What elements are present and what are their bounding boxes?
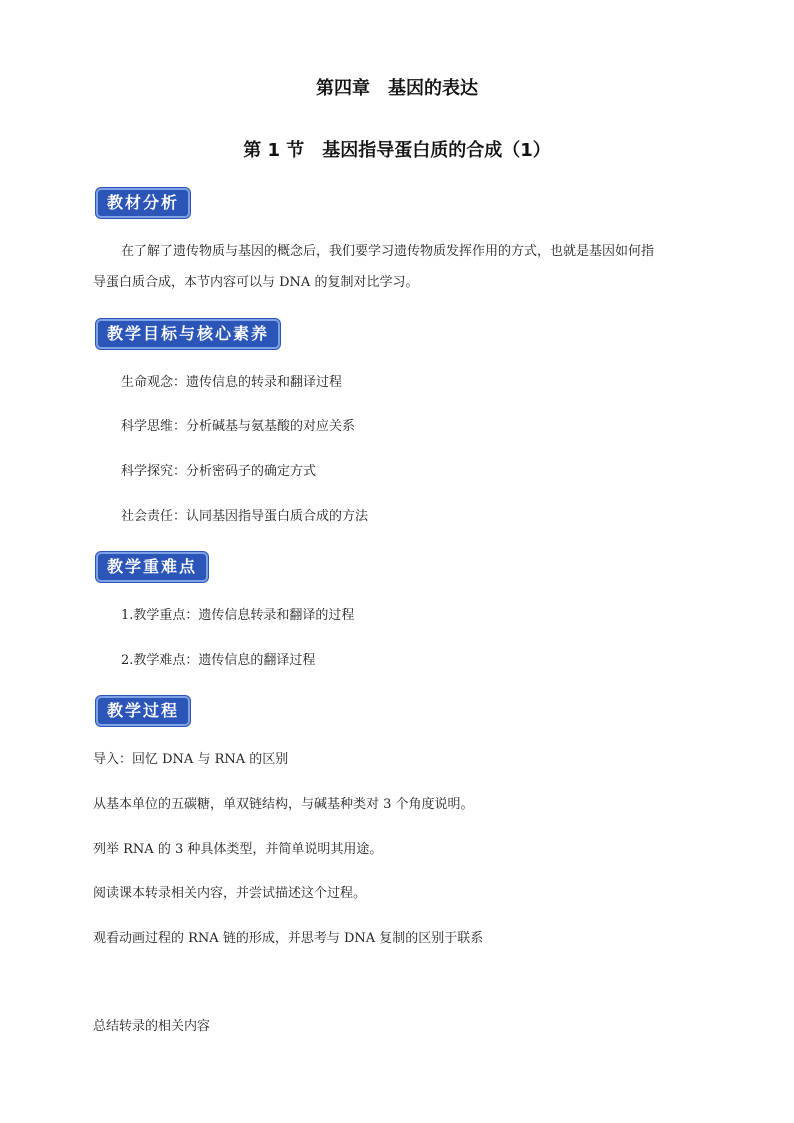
- process-item: 导入：回忆 DNA 与 RNA 的区别: [93, 752, 289, 767]
- section-name: 基因指导蛋白质的合成（1）: [322, 140, 551, 161]
- key-point-item: 1.教学重点：遗传信息转录和翻译的过程: [121, 608, 355, 623]
- objective-item: 社会责任：认同基因指导蛋白质合成的方法: [121, 509, 369, 524]
- analysis-line-1: 在了解了遗传物质与基因的概念后，我们要学习遗传物质发挥作用的方式，也就是基因如何指: [121, 244, 655, 259]
- analysis-heading-badge: 教材分析: [96, 188, 190, 218]
- objective-item: 生命观念：遗传信息的转录和翻译过程: [121, 375, 343, 390]
- section-number: 第 1 节: [243, 140, 305, 161]
- key-point-item: 2.教学难点：遗传信息的翻译过程: [121, 653, 316, 668]
- objective-item: 科学探究：分析密码子的确定方式: [121, 464, 317, 479]
- process-item: 总结转录的相关内容: [93, 1019, 211, 1034]
- key-points-heading-badge: 教学重难点: [96, 552, 208, 582]
- chapter-name: 基因的表达: [388, 78, 478, 99]
- chapter-number: 第四章: [316, 78, 370, 99]
- process-item: 列举 RNA 的 3 种具体类型，并简单说明其用途。: [93, 842, 383, 857]
- objectives-heading-badge: 教学目标与核心素养: [96, 319, 280, 349]
- process-item: 观看动画过程的 RNA 链的形成，并思考与 DNA 复制的区别于联系: [93, 931, 484, 946]
- process-item: 从基本单位的五碳糖，单双链结构，与碱基种类对 3 个角度说明。: [93, 797, 474, 812]
- process-item: 阅读课本转录相关内容，并尝试描述这个过程。: [93, 886, 367, 901]
- objective-item: 科学思维：分析碱基与氨基酸的对应关系: [121, 419, 356, 434]
- process-heading-badge: 教学过程: [96, 696, 190, 726]
- section-title: [0, 136, 794, 162]
- chapter-title: [0, 74, 794, 100]
- analysis-line-2: 导蛋白质合成，本节内容可以与 DNA 的复制对比学习。: [93, 275, 419, 290]
